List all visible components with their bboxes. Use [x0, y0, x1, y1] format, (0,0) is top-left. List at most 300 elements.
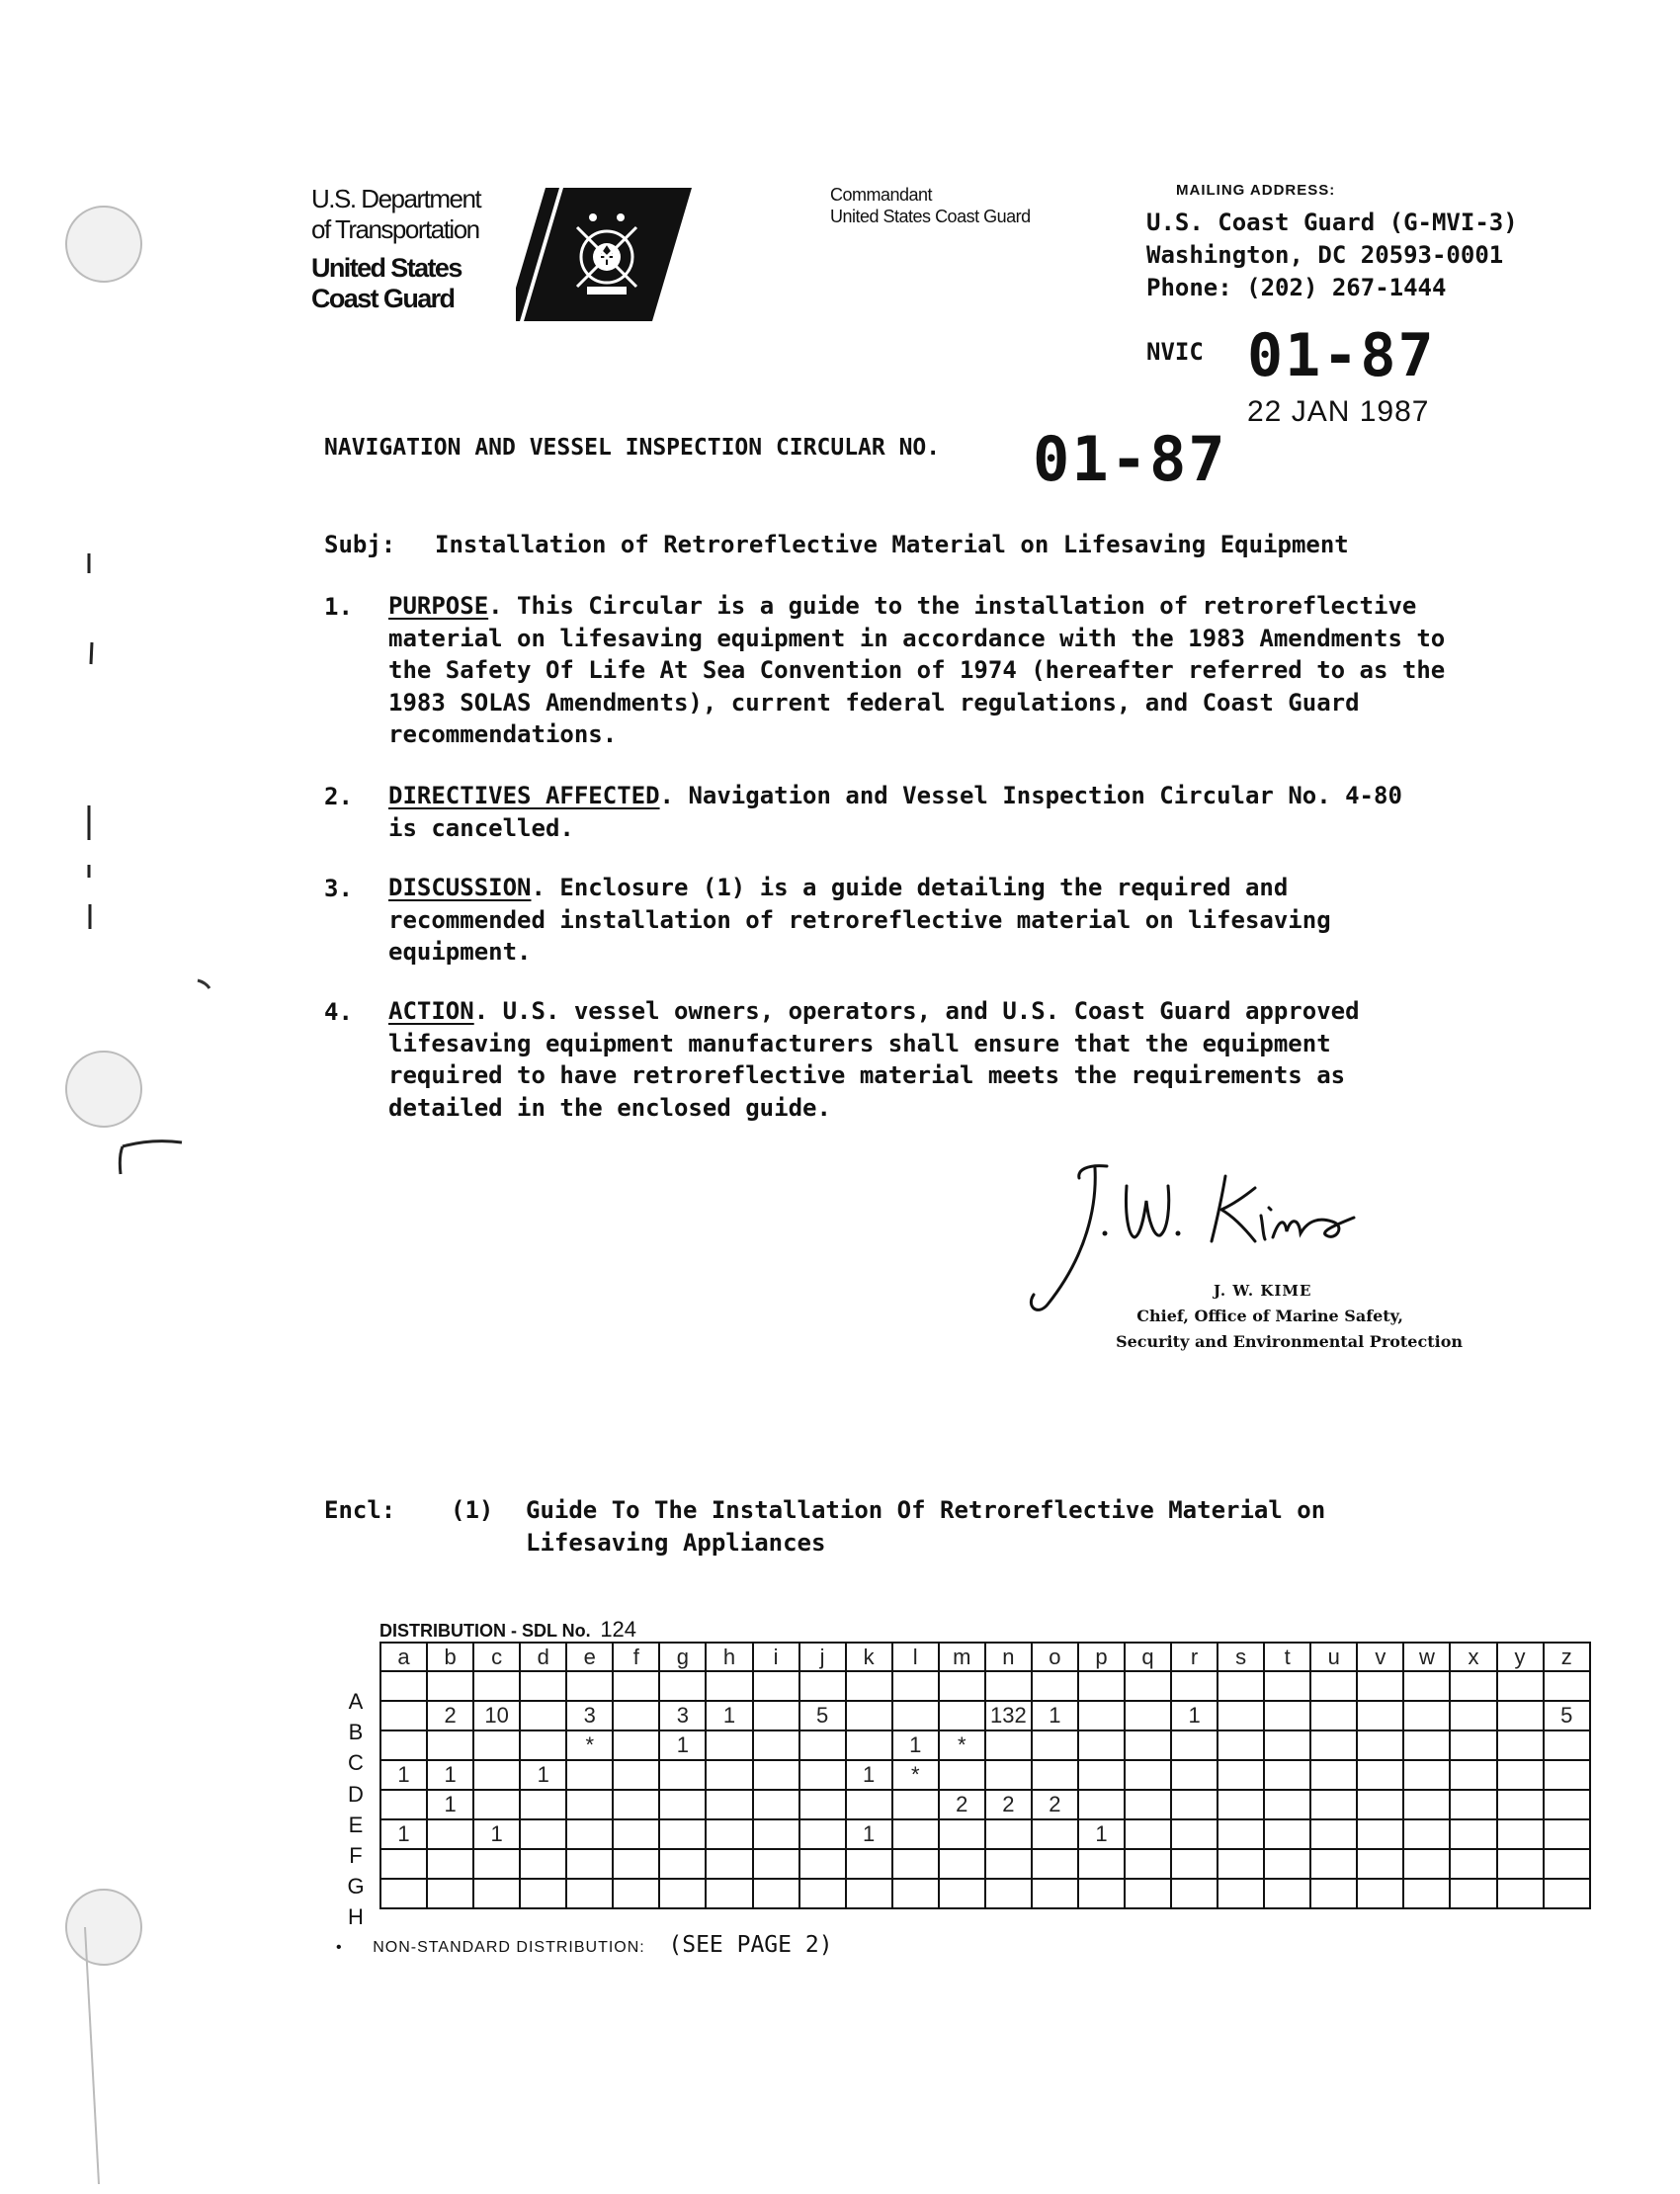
distribution-cell	[1544, 1819, 1590, 1849]
distribution-table	[379, 1642, 1591, 1909]
mailing-address-line2: Washington, DC 20593-0001	[1146, 241, 1504, 269]
distribution-cell	[1357, 1879, 1403, 1908]
circular-number: 01-87	[1033, 423, 1227, 495]
distribution-cell	[1357, 1760, 1403, 1790]
mailing-address-line1: U.S. Coast Guard (G-MVI-3)	[1146, 209, 1518, 236]
distribution-column-x: x	[1450, 1643, 1496, 1671]
paragraph-2-line2: is cancelled.	[388, 813, 574, 842]
distribution-column-e: e	[566, 1643, 613, 1671]
paragraph-2-number: 2.	[324, 783, 353, 810]
distribution-cell	[520, 1730, 566, 1760]
distribution-cell	[1264, 1819, 1310, 1849]
distribution-cell	[1403, 1879, 1450, 1908]
distribution-cell	[1450, 1879, 1496, 1908]
distribution-cell	[846, 1671, 892, 1701]
distribution-cell	[1357, 1701, 1403, 1730]
distribution-cell	[613, 1819, 659, 1849]
distribution-cell	[1125, 1730, 1171, 1760]
paragraph-4-line1: . U.S. vessel owners, operators, and U.S. Coast Guard approved	[473, 997, 1360, 1025]
distribution-cell	[520, 1671, 566, 1701]
distribution-cell	[985, 1760, 1032, 1790]
distribution-cell	[985, 1819, 1032, 1849]
commandant-org: United States Coast Guard	[830, 207, 1031, 226]
handwritten-signature	[1018, 1146, 1374, 1324]
distribution-cell	[1403, 1760, 1450, 1790]
distribution-cell	[1264, 1701, 1310, 1730]
distribution-cell	[1171, 1790, 1218, 1819]
signer-name: J. W. KIME	[1214, 1282, 1312, 1300]
distribution-cell	[1450, 1790, 1496, 1819]
commandant-title: Commandant	[830, 185, 933, 205]
paragraph-2-line1: . Navigation and Vessel Inspection Circular No. 4-80	[659, 782, 1402, 809]
distribution-cell	[939, 1671, 985, 1701]
distribution-cell: 1	[846, 1819, 892, 1849]
distribution-cell	[846, 1701, 892, 1730]
distribution-cell	[1264, 1849, 1310, 1879]
distribution-cell: *	[939, 1730, 985, 1760]
paragraph-4	[388, 995, 1594, 1124]
distribution-cell	[1497, 1671, 1544, 1701]
distribution-cell	[985, 1730, 1032, 1760]
distribution-column-o: o	[1032, 1643, 1078, 1671]
subject-text: Installation of Retroreflective Material on Lifesaving Equipment	[435, 531, 1349, 558]
signer-title-line1: Chief, Office of Marine Safety,	[1136, 1307, 1403, 1325]
distribution-cell: 1	[520, 1760, 566, 1790]
nonstandard-distribution-label: NON-STANDARD DISTRIBUTION:	[373, 1939, 645, 1956]
distribution-row-label-E: E	[348, 1812, 364, 1837]
distribution-cell	[1078, 1701, 1125, 1730]
distribution-row-label-C: C	[348, 1750, 364, 1776]
circular-title: NAVIGATION AND VESSEL INSPECTION CIRCULAR NO.	[324, 435, 941, 461]
distribution-column-i: i	[753, 1643, 799, 1671]
distribution-cell: 1	[1171, 1701, 1218, 1730]
distribution-cell	[659, 1790, 706, 1819]
distribution-column-s: s	[1218, 1643, 1264, 1671]
distribution-cell	[799, 1879, 846, 1908]
distribution-cell	[1544, 1879, 1590, 1908]
distribution-cell	[1544, 1849, 1590, 1879]
distribution-row-label-H: H	[348, 1904, 364, 1930]
distribution-cell	[613, 1879, 659, 1908]
distribution-cell: 10	[473, 1701, 520, 1730]
distribution-column-c: c	[473, 1643, 520, 1671]
distribution-cell	[566, 1819, 613, 1849]
distribution-cell	[427, 1849, 473, 1879]
distribution-cell	[566, 1790, 613, 1819]
distribution-cell	[1357, 1849, 1403, 1879]
distribution-cell: 2	[427, 1701, 473, 1730]
distribution-cell	[799, 1760, 846, 1790]
distribution-cell	[1264, 1790, 1310, 1819]
distribution-cell	[1310, 1790, 1357, 1819]
distribution-cell	[1497, 1730, 1544, 1760]
bullet-dot: •	[336, 1939, 342, 1956]
mailing-address-block	[1146, 182, 1518, 304]
distribution-cell	[1125, 1760, 1171, 1790]
see-page-note: (SEE PAGE 2)	[668, 1932, 833, 1958]
distribution-cell: 132	[985, 1701, 1032, 1730]
distribution-cell	[1264, 1879, 1310, 1908]
distribution-cell	[566, 1760, 613, 1790]
distribution-cell	[892, 1701, 939, 1730]
distribution-cell: 2	[1032, 1790, 1078, 1819]
distribution-cell: 1	[846, 1760, 892, 1790]
distribution-row-C	[380, 1730, 1590, 1760]
paragraph-3	[388, 872, 1594, 969]
paragraph-4-line2: lifesaving equipment manufacturers shall ensure that the equipment	[388, 1029, 1331, 1057]
paragraph-1	[388, 590, 1594, 751]
distribution-column-l: l	[892, 1643, 939, 1671]
distribution-cell	[659, 1849, 706, 1879]
distribution-cell	[753, 1760, 799, 1790]
distribution-header	[379, 1617, 636, 1643]
distribution-cell	[753, 1671, 799, 1701]
distribution-cell: *	[892, 1760, 939, 1790]
distribution-column-a: a	[380, 1643, 427, 1671]
distribution-column-u: u	[1310, 1643, 1357, 1671]
subject-label: Subj:	[324, 531, 396, 558]
distribution-cell	[706, 1671, 752, 1701]
distribution-cell	[1497, 1819, 1544, 1849]
distribution-cell	[427, 1879, 473, 1908]
distribution-cell: 1	[892, 1730, 939, 1760]
distribution-cell	[1403, 1701, 1450, 1730]
distribution-column-t: t	[1264, 1643, 1310, 1671]
distribution-cell	[473, 1879, 520, 1908]
distribution-cell	[1264, 1760, 1310, 1790]
distribution-cell: 1	[427, 1760, 473, 1790]
distribution-cell	[1403, 1849, 1450, 1879]
distribution-cell	[659, 1819, 706, 1849]
distribution-cell	[1310, 1849, 1357, 1879]
distribution-cell	[1450, 1701, 1496, 1730]
distribution-cell	[1310, 1819, 1357, 1849]
distribution-cell	[799, 1730, 846, 1760]
distribution-cell	[892, 1790, 939, 1819]
distribution-cell	[939, 1849, 985, 1879]
distribution-cell	[1218, 1879, 1264, 1908]
distribution-cell	[520, 1701, 566, 1730]
distribution-cell	[1218, 1819, 1264, 1849]
distribution-cell	[380, 1730, 427, 1760]
distribution-cell	[753, 1730, 799, 1760]
distribution-cell	[566, 1879, 613, 1908]
distribution-cell	[1497, 1879, 1544, 1908]
distribution-cell: 1	[1032, 1701, 1078, 1730]
distribution-row-label-G: G	[347, 1874, 365, 1899]
distribution-cell	[799, 1790, 846, 1819]
distribution-cell	[1264, 1730, 1310, 1760]
distribution-cell	[380, 1879, 427, 1908]
distribution-cell	[985, 1849, 1032, 1879]
distribution-cell	[1125, 1849, 1171, 1879]
distribution-row-label-B: B	[348, 1720, 364, 1745]
distribution-cell	[1403, 1819, 1450, 1849]
distribution-cell	[1497, 1760, 1544, 1790]
distribution-cell	[380, 1701, 427, 1730]
distribution-cell	[566, 1671, 613, 1701]
mailing-address-phone: Phone: (202) 267-1444	[1146, 274, 1447, 301]
distribution-cell	[1357, 1819, 1403, 1849]
distribution-cell	[427, 1819, 473, 1849]
distribution-cell	[613, 1671, 659, 1701]
distribution-cell	[753, 1790, 799, 1819]
distribution-cell	[1218, 1849, 1264, 1879]
distribution-cell	[1310, 1730, 1357, 1760]
paragraph-3-line1: . Enclosure (1) is a guide detailing the required and	[531, 874, 1289, 901]
distribution-cell	[427, 1730, 473, 1760]
distribution-label: DISTRIBUTION - SDL No.	[379, 1621, 591, 1641]
distribution-cell	[1218, 1701, 1264, 1730]
distribution-column-m: m	[939, 1643, 985, 1671]
distribution-cell	[1497, 1849, 1544, 1879]
distribution-cell: 1	[473, 1819, 520, 1849]
distribution-cell	[985, 1671, 1032, 1701]
distribution-cell	[1264, 1671, 1310, 1701]
distribution-cell: 3	[566, 1701, 613, 1730]
paragraph-3-line2: recommended installation of retroreflective material on lifesaving	[388, 905, 1331, 934]
distribution-cell	[1450, 1760, 1496, 1790]
paragraph-4-line3: required to have retroreflective material meets the requirements as	[388, 1061, 1346, 1089]
enclosure-number: (1)	[451, 1496, 494, 1524]
paragraph-4-line4: detailed in the enclosed guide.	[388, 1093, 831, 1122]
enclosure-label: Encl:	[324, 1496, 396, 1524]
distribution-cell	[1403, 1730, 1450, 1760]
distribution-cell	[706, 1879, 752, 1908]
distribution-cell	[1032, 1671, 1078, 1701]
paragraph-3-line3: equipment.	[388, 938, 532, 966]
paragraph-4-number: 4.	[324, 998, 353, 1026]
distribution-cell	[1218, 1760, 1264, 1790]
enclosure-title	[526, 1494, 1514, 1559]
distribution-cell	[1403, 1790, 1450, 1819]
distribution-cell	[706, 1760, 752, 1790]
distribution-cell	[799, 1819, 846, 1849]
distribution-cell	[1544, 1730, 1590, 1760]
distribution-cell	[566, 1849, 613, 1879]
distribution-cell	[473, 1730, 520, 1760]
paragraph-1-line1: . This Circular is a guide to the installation of retroreflective	[488, 592, 1417, 620]
distribution-column-g: g	[659, 1643, 706, 1671]
distribution-cell	[753, 1819, 799, 1849]
distribution-cell	[613, 1849, 659, 1879]
distribution-cell	[753, 1701, 799, 1730]
distribution-cell	[1310, 1701, 1357, 1730]
distribution-cell	[1125, 1819, 1171, 1849]
distribution-cell: 1	[427, 1790, 473, 1819]
distribution-row-A	[380, 1671, 1590, 1701]
distribution-column-b: b	[427, 1643, 473, 1671]
distribution-cell: 5	[799, 1701, 846, 1730]
department-name: U.S. Department	[311, 184, 481, 213]
distribution-cell	[1497, 1701, 1544, 1730]
distribution-cell	[753, 1849, 799, 1879]
distribution-cell	[799, 1671, 846, 1701]
distribution-cell	[939, 1760, 985, 1790]
distribution-cell	[846, 1730, 892, 1760]
distribution-cell: 1	[706, 1701, 752, 1730]
distribution-column-q: q	[1125, 1643, 1171, 1671]
distribution-cell: 1	[380, 1760, 427, 1790]
distribution-cell	[706, 1790, 752, 1819]
distribution-cell	[473, 1671, 520, 1701]
distribution-cell	[799, 1849, 846, 1879]
uscg-name: United States	[311, 253, 462, 283]
distribution-cell	[1032, 1730, 1078, 1760]
distribution-row-label-F: F	[349, 1842, 363, 1868]
distribution-cell	[1403, 1671, 1450, 1701]
distribution-row-D	[380, 1760, 1590, 1790]
nvic-number: 01-87	[1247, 321, 1436, 390]
distribution-cell: 2	[939, 1790, 985, 1819]
distribution-cell	[753, 1879, 799, 1908]
distribution-row-label-A: A	[348, 1689, 364, 1714]
distribution-cell	[1218, 1730, 1264, 1760]
distribution-column-h: h	[706, 1643, 752, 1671]
distribution-row-H	[380, 1879, 1590, 1908]
distribution-column-p: p	[1078, 1643, 1125, 1671]
distribution-row-labels	[346, 1686, 366, 1933]
distribution-row-B	[380, 1701, 1590, 1730]
distribution-cell	[1450, 1730, 1496, 1760]
distribution-cell: 1	[1078, 1819, 1125, 1849]
distribution-sdl-number: 124	[600, 1617, 637, 1642]
distribution-column-j: j	[799, 1643, 846, 1671]
distribution-cell	[1544, 1760, 1590, 1790]
commandant-block	[830, 184, 1031, 227]
distribution-cell	[520, 1819, 566, 1849]
distribution-cell	[613, 1701, 659, 1730]
distribution-cell	[892, 1671, 939, 1701]
distribution-cell	[892, 1819, 939, 1849]
paragraph-2-heading: DIRECTIVES AFFECTED	[388, 782, 660, 809]
distribution-cell	[1125, 1790, 1171, 1819]
paragraph-1-line4: 1983 SOLAS Amendments), current federal regulations, and Coast Guard	[388, 688, 1360, 717]
paragraph-3-number: 3.	[324, 875, 353, 902]
distribution-cell: 1	[380, 1819, 427, 1849]
distribution-cell	[1544, 1671, 1590, 1701]
paragraph-2	[388, 780, 1594, 844]
distribution-cell	[892, 1879, 939, 1908]
distribution-cell	[1032, 1819, 1078, 1849]
distribution-cell	[1450, 1819, 1496, 1849]
punch-hole-top	[65, 206, 142, 283]
paragraph-1-line3: the Safety Of Life At Sea Convention of 1974 (hereafter referred to as the	[388, 656, 1446, 684]
paragraph-1-heading: PURPOSE	[388, 592, 489, 620]
distribution-cell	[1171, 1849, 1218, 1879]
distribution-cell	[613, 1790, 659, 1819]
distribution-cell	[1171, 1879, 1218, 1908]
distribution-cell: 3	[659, 1701, 706, 1730]
distribution-cell	[1218, 1671, 1264, 1701]
signer-title-line2: Security and Environmental Protection	[1116, 1332, 1463, 1351]
dot-block	[311, 184, 480, 314]
distribution-column-f: f	[613, 1643, 659, 1671]
distribution-cell	[1450, 1671, 1496, 1701]
mailing-address-header: MAILING ADDRESS:	[1176, 182, 1336, 199]
distribution-cell	[613, 1730, 659, 1760]
distribution-cell	[1310, 1879, 1357, 1908]
distribution-cell	[1078, 1879, 1125, 1908]
uscg-name-line2: Coast Guard	[311, 284, 455, 313]
distribution-column-w: w	[1403, 1643, 1450, 1671]
distribution-cell	[1078, 1760, 1125, 1790]
distribution-cell	[1078, 1790, 1125, 1819]
enclosure-title-line1: Guide To The Installation Of Retroreflective Material on	[526, 1496, 1326, 1524]
distribution-cell	[520, 1849, 566, 1879]
distribution-cell	[1357, 1671, 1403, 1701]
distribution-cell	[985, 1879, 1032, 1908]
distribution-row-G	[380, 1849, 1590, 1879]
distribution-row-E	[380, 1790, 1590, 1819]
paragraph-3-heading: DISCUSSION	[388, 874, 532, 901]
distribution-cell: 1	[659, 1730, 706, 1760]
paragraph-1-line5: recommendations.	[388, 720, 618, 748]
distribution-cell	[380, 1671, 427, 1701]
distribution-footer	[336, 1932, 833, 1958]
distribution-column-k: k	[846, 1643, 892, 1671]
distribution-cell	[892, 1849, 939, 1879]
distribution-cell	[1032, 1879, 1078, 1908]
distribution-cell	[1171, 1671, 1218, 1701]
distribution-cell	[1125, 1879, 1171, 1908]
distribution-column-y: y	[1497, 1643, 1544, 1671]
distribution-cell	[939, 1701, 985, 1730]
distribution-cell	[520, 1790, 566, 1819]
distribution-cell	[939, 1819, 985, 1849]
distribution-cell	[1171, 1819, 1218, 1849]
distribution-column-d: d	[520, 1643, 566, 1671]
distribution-row-label-D: D	[348, 1781, 364, 1807]
distribution-column-n: n	[985, 1643, 1032, 1671]
distribution-cell: *	[566, 1730, 613, 1760]
distribution-cell	[1032, 1849, 1078, 1879]
distribution-cell	[1078, 1849, 1125, 1879]
distribution-cell	[473, 1849, 520, 1879]
distribution-cell	[1357, 1790, 1403, 1819]
distribution-cell	[659, 1760, 706, 1790]
distribution-cell	[1218, 1790, 1264, 1819]
issue-date: 22 JAN 1987	[1247, 395, 1430, 428]
distribution-cell	[706, 1730, 752, 1760]
distribution-cell	[1032, 1760, 1078, 1790]
distribution-cell	[1078, 1671, 1125, 1701]
distribution-cell	[473, 1790, 520, 1819]
enclosure-title-line2: Lifesaving Appliances	[526, 1528, 826, 1557]
distribution-cell	[706, 1849, 752, 1879]
distribution-cell	[1171, 1730, 1218, 1760]
distribution-cell: 2	[985, 1790, 1032, 1819]
distribution-column-v: v	[1357, 1643, 1403, 1671]
distribution-column-r: r	[1171, 1643, 1218, 1671]
distribution-cell	[427, 1671, 473, 1701]
uscg-emblem-logo	[516, 188, 694, 326]
distribution-cell	[1544, 1790, 1590, 1819]
distribution-cell	[1310, 1760, 1357, 1790]
distribution-cell	[380, 1849, 427, 1879]
distribution-cell	[1125, 1701, 1171, 1730]
distribution-cell	[659, 1879, 706, 1908]
distribution-column-header-row	[380, 1643, 1590, 1671]
distribution-cell	[520, 1879, 566, 1908]
distribution-cell	[1125, 1671, 1171, 1701]
distribution-cell	[1497, 1790, 1544, 1819]
paragraph-1-line2: material on lifesaving equipment in accordance with the 1983 Amendments to	[388, 624, 1446, 652]
department-name-line2: of Transportation	[311, 214, 479, 244]
distribution-cell: 5	[1544, 1701, 1590, 1730]
distribution-cell	[846, 1849, 892, 1879]
distribution-cell	[1357, 1730, 1403, 1760]
